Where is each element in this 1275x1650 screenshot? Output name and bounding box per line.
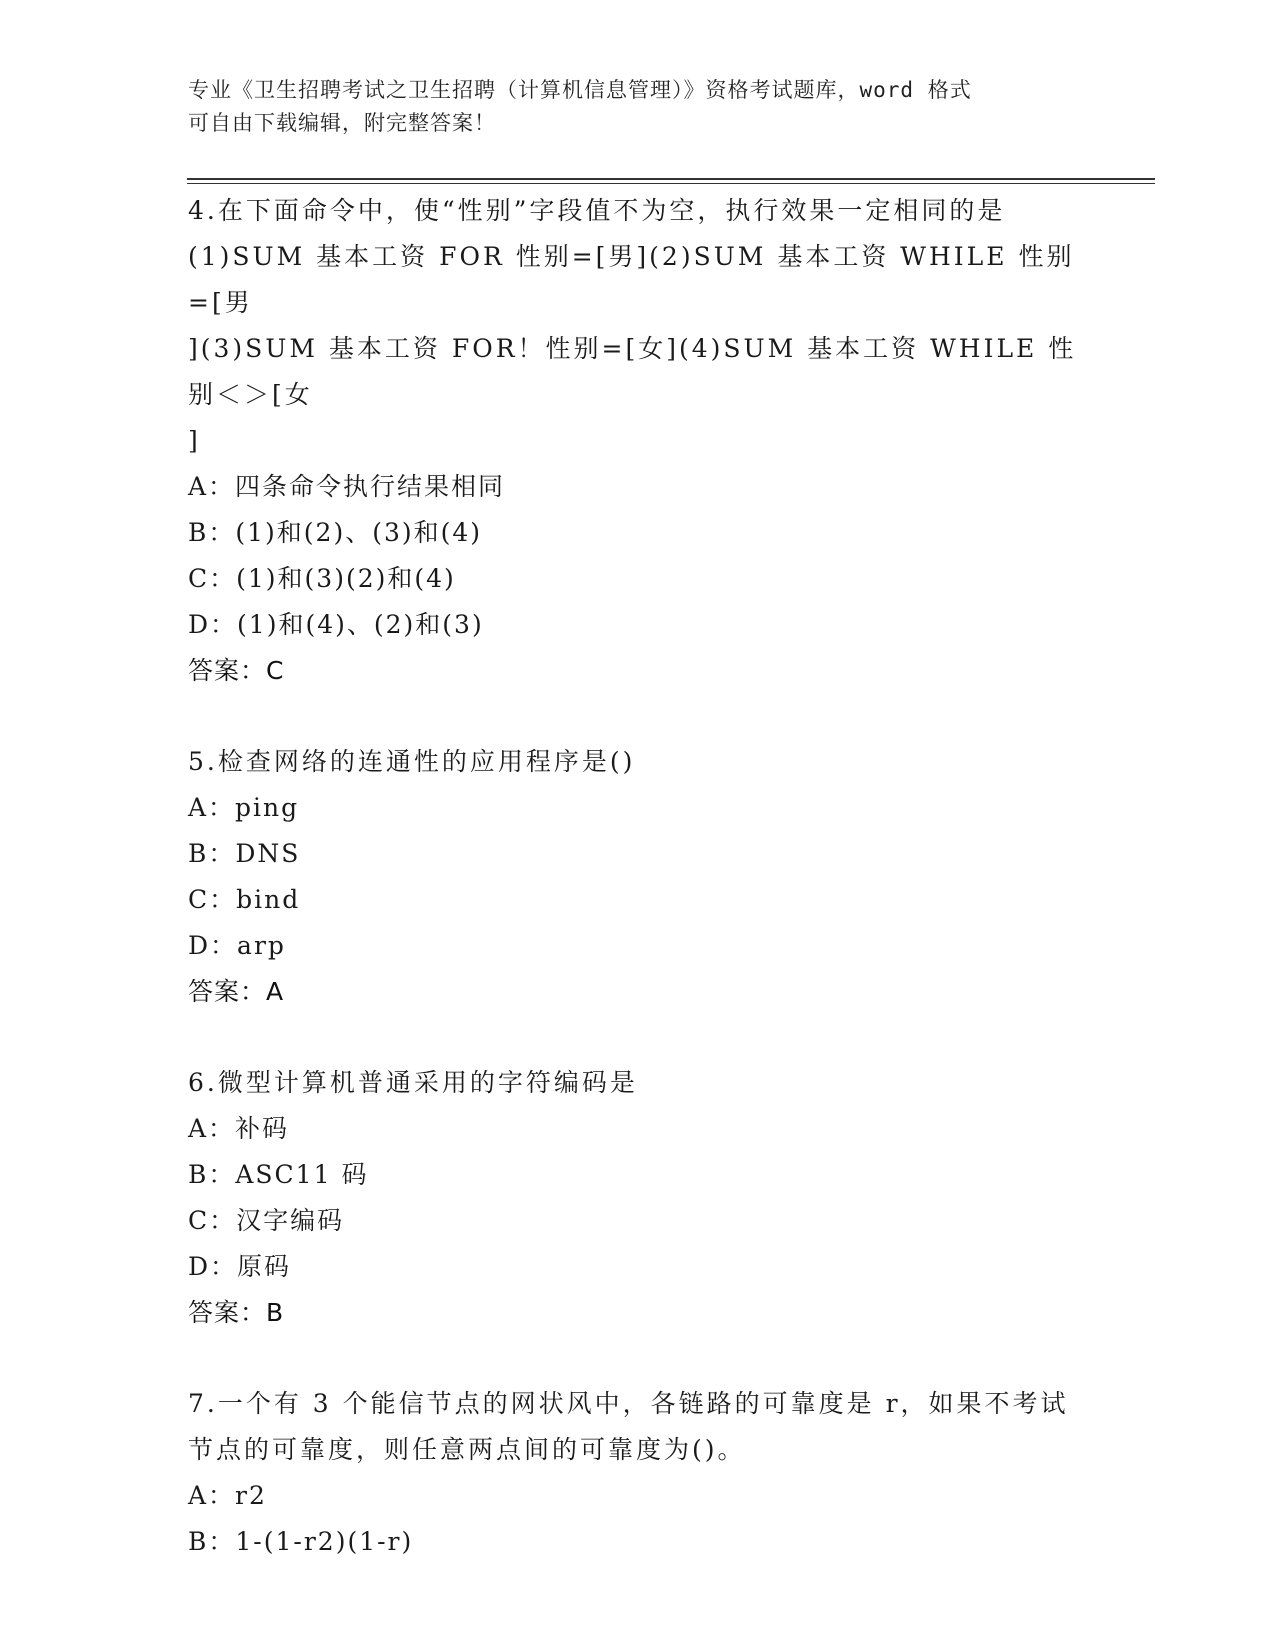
option-a: A：补码 <box>188 1114 290 1143</box>
header-line-2: 可自由下载编辑，附完整答案！ <box>188 111 496 135</box>
question-6 <box>188 1060 1088 1336</box>
question-spacer <box>188 1015 1088 1060</box>
header-line-1: 专业《卫生招聘考试之卫生招聘（计算机信息管理）》资格考试题库，word 格式 <box>188 78 972 102</box>
option-a: A：r2 <box>188 1481 267 1510</box>
option-d: D：原码 <box>188 1252 292 1281</box>
question-stem: 4.在下面命令中，使“性别”字段值不为空，执行效果一定相同的是 (1)SUM 基本工资 FOR 性别=[男](2)SUM 基本工资 WHILE 性别=[男 ](3)SUM 基本工资 FOR！性别=[女](4)SUM 基本工资 WHILE 性别＜＞[女 ] <box>188 196 1077 455</box>
header-divider <box>187 178 1155 184</box>
option-a: A：ping <box>188 793 300 822</box>
document-header <box>188 74 1068 140</box>
option-c: C：汉字编码 <box>188 1206 345 1235</box>
option-d: D：arp <box>188 931 286 960</box>
question-4 <box>188 188 1088 694</box>
question-spacer <box>188 694 1088 739</box>
option-a: A：四条命令执行结果相同 <box>188 472 506 501</box>
question-stem: 5.检查网络的连通性的应用程序是() <box>188 747 636 776</box>
answer-line: 答案：A <box>188 977 285 1006</box>
question-list <box>188 188 1088 1565</box>
question-spacer <box>188 1336 1088 1381</box>
option-b: B：(1)和(2)、(3)和(4) <box>188 518 483 547</box>
question-stem: 6.微型计算机普通采用的字符编码是 <box>188 1068 638 1097</box>
option-c: C：(1)和(3)(2)和(4) <box>188 564 456 593</box>
option-c: C：bind <box>188 885 301 914</box>
question-7 <box>188 1381 1088 1565</box>
option-b: B：ASC11 码 <box>188 1160 369 1189</box>
option-b: B：1-(1-r2)(1-r) <box>188 1527 414 1556</box>
option-d: D：(1)和(4)、(2)和(3) <box>188 610 484 639</box>
question-5 <box>188 739 1088 1015</box>
answer-line: 答案：B <box>188 1298 285 1327</box>
option-b: B：DNS <box>188 839 301 868</box>
question-stem: 7.一个有 3 个能信节点的网状风中，各链路的可靠度是 r，如果不考试 节点的可靠度，则任意两点间的可靠度为()。 <box>188 1389 1069 1464</box>
answer-line: 答案：C <box>188 656 285 685</box>
